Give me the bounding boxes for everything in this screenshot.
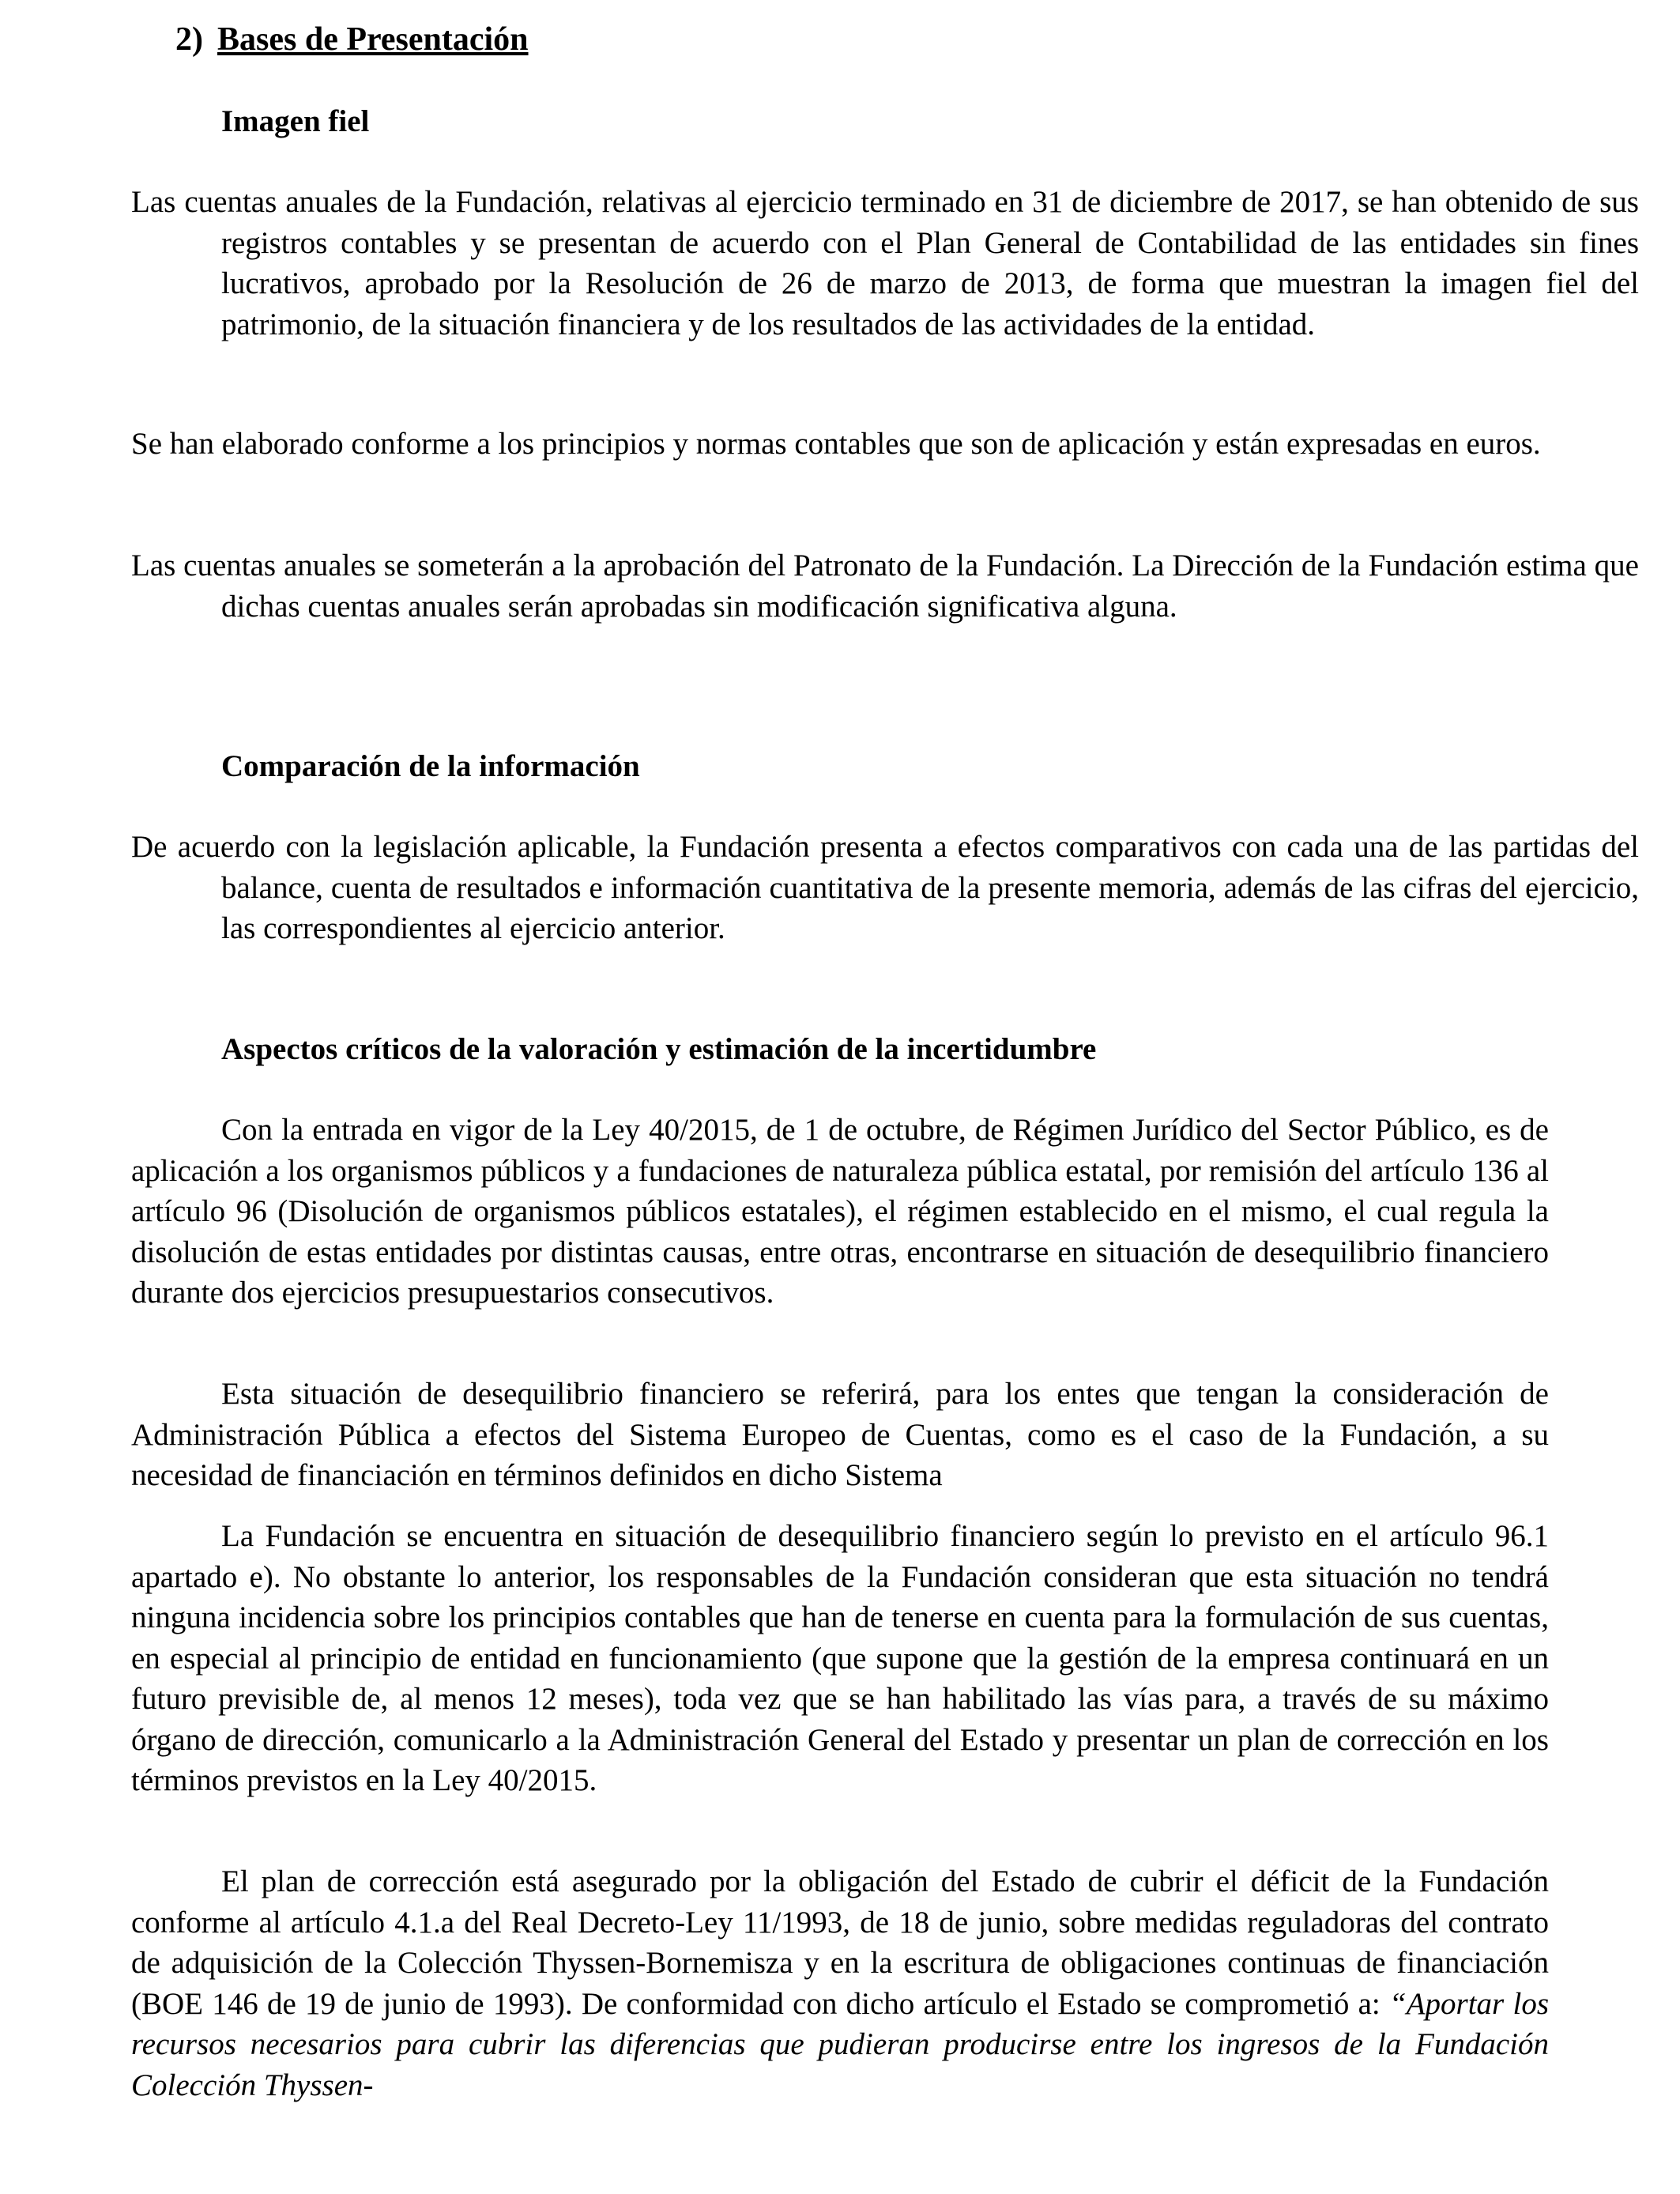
section-heading <box>175 17 529 62</box>
section-number: 2) <box>175 21 203 58</box>
paragraph-aspectos-1: Con la entrada en vigor de la Ley 40/2015, de 1 de octubre, de Régimen Jurídico del Sector Público, es de aplicación a los organismos públicos y a fundaciones de naturaleza pública estatal, por remisión del artículo 136 al artículo 96 (Disolución de organismos públicos estatales), el régimen establecido en el mismo, el cual regula la disolución de estas entidades por distintas causas, entre otras, encontrarse en situación de desequilibrio financiero durante dos ejercicios presupuestarios consecutivos. <box>131 1113 1549 1310</box>
paragraph-aspectos-4-quote: “Aportar los recursos necesarios para cubrir las diferencias que pudieran producirse entre los ingresos de la Fundación Colección Thyssen- <box>131 1986 1549 2102</box>
paragraph-aspectos-3: La Fundación se encuentra en situación de desequilibrio financiero según lo previsto en el artículo 96.1 apartado e). No obstante lo anterior, los responsables de la Fundación consideran que esta situación no tendrá ninguna incidencia sobre los principios contables que han de tenerse en cuenta para la formulación de sus cuentas, en especial al principio de entidad en funcionamiento (que supone que la gestión de la empresa continuará en un futuro previsible de, al menos 12 meses), toda vez que se han habilitado las vías para, a través de su máximo órgano de dirección, comunicarlo a la Administración General del Estado y presentar un plan de corrección en los términos previstos en la Ley 40/2015. <box>131 1519 1549 1797</box>
paragraph-imagen-fiel-3: Las cuentas anuales se someterán a la aprobación del Patronato de la Fundación. La Dirección de la Fundación estima que dichas cuentas anuales serán aprobadas sin modificación significativa alguna. <box>131 548 1639 624</box>
subheading-imagen-fiel: Imagen fiel <box>221 104 370 138</box>
paragraph-comparacion-1: De acuerdo con la legislación aplicable, la Fundación presenta a efectos comparativos con cada una de las partidas del balance, cuenta de resultados e información cuantitativa de la presente memoria, además de las cifras del ejercicio, las correspondientes al ejercicio anterior. <box>131 830 1639 945</box>
paragraph-aspectos-4-text: El plan de corrección está asegurado por la obligación del Estado de cubrir el déficit de la Fundación conforme al artículo 4.1.a del Real Decreto-Ley 11/1993, de 18 de junio, sobre medidas reguladoras del contrato de adquisición de la Colección Thyssen-Bornemisza y en la escritura de obligaciones continuas de financiación (BOE 146 de 19 de junio de 1993). De conformidad con dicho artículo el Estado se comprometió a: <box>131 1864 1549 2021</box>
paragraph-imagen-fiel-2: Se han elaborado conforme a los principios y normas contables que son de aplicación y están expresadas en euros. <box>131 427 1541 461</box>
paragraph-imagen-fiel-1: Las cuentas anuales de la Fundación, relativas al ejercicio terminado en 31 de diciembre de 2017, se han obtenido de sus registros contables y se presentan de acuerdo con el Plan General de Contabilidad de las entidades sin fines lucrativos, aprobado por la Resolución de 26 de marzo de 2013, de forma que muestran la imagen fiel del patrimonio, de la situación financiera y de los resultados de las actividades de la entidad. <box>131 185 1639 341</box>
paragraph-aspectos-4 <box>131 1861 1549 2105</box>
subheading-comparacion: Comparación de la información <box>221 749 640 783</box>
section-title: Bases de Presentación <box>217 21 529 58</box>
paragraph-aspectos-2: Esta situación de desequilibrio financiero se referirá, para los entes que tengan la consideración de Administración Pública a efectos del Sistema Europeo de Cuentas, como es el caso de la Fundación, a su necesidad de financiación en términos definidos en dicho Sistema <box>131 1377 1549 1492</box>
subheading-aspectos: Aspectos críticos de la valoración y estimación de la incertidumbre <box>221 1032 1097 1066</box>
